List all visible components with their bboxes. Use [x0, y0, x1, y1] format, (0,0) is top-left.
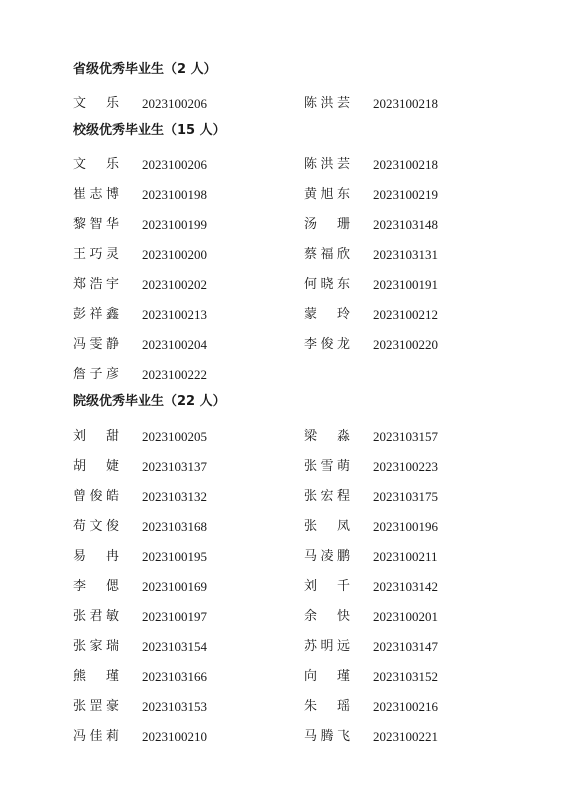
- student-name-right: 马腾飞: [304, 729, 350, 744]
- student-row: [0, 429, 562, 445]
- student-row: [0, 489, 562, 505]
- student-id-left: 2023100205: [142, 429, 207, 444]
- student-id-right: 2023103148: [373, 217, 438, 232]
- student-row: [0, 669, 562, 685]
- student-id-right: 2023100201: [373, 609, 438, 624]
- student-id-right: 2023100218: [373, 96, 438, 111]
- student-id-right: 2023100196: [373, 519, 438, 534]
- student-id-left: 2023103132: [142, 489, 207, 504]
- student-id-right: 2023103147: [373, 639, 438, 654]
- student-id-left: 2023100195: [142, 549, 207, 564]
- student-row: [0, 187, 562, 203]
- student-id-left: 2023100169: [142, 579, 207, 594]
- student-id-left: 2023100210: [142, 729, 207, 744]
- student-id-right: 2023100216: [373, 699, 438, 714]
- section-heading: 院级优秀毕业生（22 人）: [73, 394, 226, 409]
- student-name-right: 何晓东: [304, 277, 350, 292]
- student-id-right: 2023100218: [373, 157, 438, 172]
- student-name-left: 彭祥鑫: [73, 307, 119, 322]
- student-row: [0, 579, 562, 595]
- student-name-right: 余 快: [304, 609, 350, 624]
- student-name-right: 陈洪芸: [304, 157, 350, 172]
- student-name-left: 郑浩宇: [73, 277, 119, 292]
- student-id-right: 2023100220: [373, 337, 438, 352]
- student-id-left: 2023100206: [142, 157, 207, 172]
- student-name-right: 梁 淼: [304, 429, 350, 444]
- student-name-right: 马凌鹏: [304, 549, 350, 564]
- student-name-left: 文 乐: [73, 96, 119, 111]
- student-name-right: 张 凤: [304, 519, 350, 534]
- student-id-left: 2023100200: [142, 247, 207, 262]
- student-id-left: 2023100197: [142, 609, 207, 624]
- student-id-left: 2023103153: [142, 699, 207, 714]
- student-name-right: 蔡福欣: [304, 247, 350, 262]
- student-name-left: 张罡豪: [73, 699, 119, 714]
- student-id-right: 2023100191: [373, 277, 438, 292]
- student-row: [0, 639, 562, 655]
- student-name-right: 苏明远: [304, 639, 350, 654]
- student-row: [0, 307, 562, 323]
- student-id-left: 2023100206: [142, 96, 207, 111]
- student-name-left: 张君敏: [73, 609, 119, 624]
- student-row: [0, 96, 562, 112]
- student-row: [0, 519, 562, 535]
- student-row: [0, 277, 562, 293]
- student-name-right: 张雪萌: [304, 459, 350, 474]
- student-id-right: 2023100211: [373, 549, 438, 564]
- student-id-left: 2023103137: [142, 459, 207, 474]
- student-name-left: 冯雯静: [73, 337, 119, 352]
- student-name-right: 朱 瑶: [304, 699, 350, 714]
- student-name-left: 苟文俊: [73, 519, 119, 534]
- student-id-right: 2023100223: [373, 459, 438, 474]
- student-name-left: 李 偲: [73, 579, 119, 594]
- student-name-left: 冯佳莉: [73, 729, 119, 744]
- student-id-left: 2023103168: [142, 519, 207, 534]
- student-name-left: 詹子彦: [73, 367, 119, 382]
- student-row: [0, 549, 562, 565]
- student-name-left: 崔志博: [73, 187, 119, 202]
- student-id-right: 2023103131: [373, 247, 438, 262]
- section-heading: 校级优秀毕业生（15 人）: [73, 123, 226, 138]
- student-name-left: 文 乐: [73, 157, 119, 172]
- student-name-left: 张家瑞: [73, 639, 119, 654]
- student-row: [0, 699, 562, 715]
- student-name-right: 张宏程: [304, 489, 350, 504]
- student-id-right: 2023100212: [373, 307, 438, 322]
- student-name-left: 黎智华: [73, 217, 119, 232]
- student-id-right: 2023103175: [373, 489, 438, 504]
- student-id-left: 2023100213: [142, 307, 207, 322]
- student-row: [0, 459, 562, 475]
- student-name-right: 刘 千: [304, 579, 350, 594]
- student-row: [0, 337, 562, 353]
- student-row: [0, 729, 562, 745]
- student-name-left: 易 冉: [73, 549, 119, 564]
- student-id-right: 2023100221: [373, 729, 438, 744]
- student-row: [0, 367, 562, 383]
- student-row: [0, 157, 562, 173]
- student-row: [0, 247, 562, 263]
- student-row: [0, 217, 562, 233]
- student-id-right: 2023100219: [373, 187, 438, 202]
- student-name-left: 熊 瑾: [73, 669, 119, 684]
- student-name-right: 黄旭东: [304, 187, 350, 202]
- student-id-left: 2023103166: [142, 669, 207, 684]
- student-name-left: 曾俊皓: [73, 489, 119, 504]
- student-id-left: 2023103154: [142, 639, 207, 654]
- student-id-left: 2023100199: [142, 217, 207, 232]
- student-id-right: 2023103142: [373, 579, 438, 594]
- student-name-left: 王巧灵: [73, 247, 119, 262]
- student-id-left: 2023100204: [142, 337, 207, 352]
- student-id-right: 2023103152: [373, 669, 438, 684]
- student-name-right: 蒙 玲: [304, 307, 350, 322]
- section-heading: 省级优秀毕业生（2 人）: [73, 62, 217, 77]
- student-id-right: 2023103157: [373, 429, 438, 444]
- student-name-right: 陈洪芸: [304, 96, 350, 111]
- student-name-right: 汤 珊: [304, 217, 350, 232]
- student-name-left: 胡 婕: [73, 459, 119, 474]
- student-name-left: 刘 甜: [73, 429, 119, 444]
- student-id-left: 2023100202: [142, 277, 207, 292]
- student-name-right: 李俊龙: [304, 337, 350, 352]
- student-id-left: 2023100222: [142, 367, 207, 382]
- student-id-left: 2023100198: [142, 187, 207, 202]
- student-row: [0, 609, 562, 625]
- student-name-right: 向 瑾: [304, 669, 350, 684]
